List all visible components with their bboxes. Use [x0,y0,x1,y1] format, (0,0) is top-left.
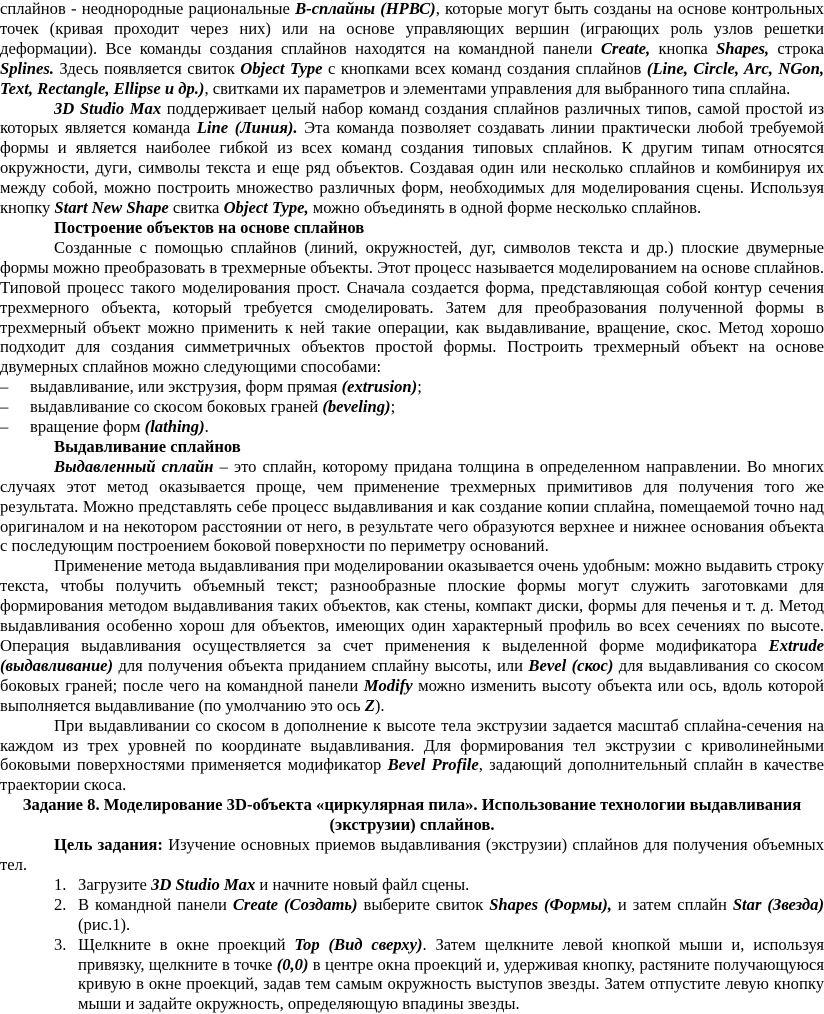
goal-label: Цель задания: [54,835,163,855]
text: , задающий дополнительный сплайн в качестве траектории скоса. [0,755,824,795]
term: Выдавленный сплайн [54,456,214,476]
text: можно объединять в одной форме несколько сплайнов. [308,198,702,218]
paragraph-bevel [0,716,824,796]
steps-list [0,875,824,1014]
text: выдавливание со скосом боковых граней [30,397,323,417]
paragraph-intro [0,0,824,99]
list-item [0,895,824,935]
text: Щелкните в окне проекций [78,934,295,954]
text: При выдавливании со скосом в дополнение к высоте тела экструзии задается масштаб сплайна-сечения на каждом из трех уровней по координате выдавливания. Для формирования тел экструзии с криволинейными боковыми поверхностями применяется модификатор [0,715,824,775]
term: 3D Studio Max [54,98,162,118]
term: Splines. [0,58,54,78]
list-item [0,875,824,895]
dash-marker: – [0,417,9,437]
term: (lathing) [144,417,205,437]
term: (extrusion) [341,377,418,397]
text: вращение форм [30,417,145,437]
term: Shapes (Формы), [489,894,612,914]
term: Create, [600,38,651,58]
paragraph-spline-modeling: Созданные с помощью сплайнов (линий, окружностей, дуг, символов текста и др.) плоские двумерные формы можно преобразовать в трехмерные объекты. Этот процесс называется моделированием на основе сплайнов. Типовой процесс такого моделирования прост. Сначала создается форма, представляющая собой контур сечения трехмерного объекта, который требуется смоделировать. Затем для преобразования полученной формы в трехмерный объект можно применить к ней такие операции, как выдавливание, вращение, скос. Метод хорошо подходит для создания симметричных объектов простой формы. Построить трехмерный объект на основе двумерных сплайнов можно следующими способами: [0,237,824,377]
term: Modify [363,675,413,695]
text: Эта команда позволяет создавать линии практически любой требуемой формы и является наиболее гибкой из всех команд создания типовых сплайнов. К другим типам относятся окружности, дуги, символы текста и еще ряд объектов. Создавая один или несколько сплайнов и комбинируя их между собой, можно построить множество различных форм, необходимых для моделирования сцены. Используя кнопку [0,118,824,218]
text: ). [374,695,385,715]
term: Line (Линия). [196,118,298,138]
term: Bevel Profile [387,755,479,775]
section-heading: Построение объектов на основе сплайнов [54,217,365,237]
text: в центре окна проекций и, удерживая кнопку, растяните получающуюся кривую в окне проекций, задав тем самым окружность выступов звезды. Затем отпустите левую кнопку мыши и задайте окружность, определяющую впадины звезды. [78,954,824,1014]
text: (рис.1). [78,914,131,934]
term: Bevel (скос) [528,655,614,675]
list-item [0,935,824,1014]
text: кнопка [650,38,717,58]
text: , свитками их параметров и элементами управления для выбранного типа сплайна. [204,78,791,98]
term: Star (Звезда) [732,894,824,914]
step-number: 2. [54,894,67,914]
term: Start New Shape [54,198,169,218]
text: для выдавливания со скосом боковых граней; после чего на командной панели [0,655,824,695]
text: выдавливание, или экструзия, форм прямая [30,377,342,397]
text: Здесь появляется свиток [53,58,241,78]
task-goal [0,835,824,875]
text: Применение метода выдавливания при моделировании оказывается очень удобным: можно выдавить строку текста, чтобы получить объемный текст; разнообразные плоские формы могут служить заготовками для формирования методом выдавливания таких объектов, как стены, компакт диски, формы для печенья и т. д. Метод выдавливания особенно хорош для объектов, имеющих один характерный профиль во всех сечениях по высоте. Операция выдавливания осуществляется за счет применения к выделенной форме модификатора [0,556,824,655]
term: (Line, Circle, Arc, NGon, Text, Rectangle, Ellipse и др.) [0,58,824,98]
text: выберите свиток [357,894,490,914]
dash-marker: – [0,377,9,397]
text: ; [417,377,422,397]
term: Top (Вид сверху) [294,934,423,954]
term: (beveling) [322,397,391,417]
dash-marker: – [0,397,9,417]
text: свитка [168,198,224,218]
step-number: 1. [54,874,67,894]
text: строка [769,38,824,58]
paragraph-extrude-usage [0,556,824,715]
term: Z [364,695,375,715]
text: В командной панели [78,894,233,914]
term: Shapes, [716,38,770,58]
term: Object Type [240,58,323,78]
term: 3D Studio Max [151,874,256,894]
text: . Затем щелкните левой кнопкой мыши и, используя привязку, щелкните в точке [78,934,824,974]
term: Extrude (выдавливание) [0,636,824,675]
task-title: Задание 8. Моделирование 3D-объекта «циркулярная пила». Использование технологии выдавливания (экструзии) сплайнов. [22,795,802,835]
text: Изучение основных приемов выдавливания (экструзии) сплайнов для получения объемных тел. [0,835,824,874]
step-number: 3. [54,934,67,954]
text: Загрузите [78,874,152,894]
list-item [0,397,824,417]
text: с кнопками всех команд создания сплайнов [322,58,647,78]
text: , которые могут быть созданы на основе контрольных точек (кривая проходит через них) или на основе управляющих вершин (играющих роль узлов решетки деформации). Все команды создания сплайнов находятся на командной панели [0,0,824,58]
text: ; [390,397,396,417]
text: для получения объекта приданием сплайну высоты, или [113,655,529,675]
term: (0,0) [276,954,309,974]
section-heading: Выдавливание сплайнов [54,436,241,456]
text: – это сплайн, которому придана толщина в определенном направлении. Во многих случаях этот метод оказывается проще, чем применение трехмерных примитивов для получения того же результата. Можно представлять себе процесс выдавливания и как создание копии сплайна, помещаемой точно над оригиналом и на некотором расстоянии от него, в результате чего образуются верхнее и нижнее основания объекта с последующим построением боковой поверхности по периметру оснований. [0,456,824,556]
term: В-сплайны (НРВС) [295,0,436,18]
text: сплайнов - неоднородные рациональные [0,0,296,18]
term: Create (Создать) [232,894,358,914]
list-item [0,377,824,397]
paragraph-extruded-spline [0,457,824,557]
text: и начните новый файл сцены. [255,874,470,894]
text: . [204,417,209,437]
paragraph-3dsmax [0,99,824,218]
text: и затем сплайн [611,894,733,914]
text: поддерживает целый набор команд создания сплайнов различных типов, самой простой из которых является команда [0,98,824,138]
text: можно изменить высоту объекта или ось, вдоль которой выполняется выдавливание (по умолчанию это ось [0,675,824,715]
list-item [0,417,824,437]
term: Object Type, [223,198,309,218]
